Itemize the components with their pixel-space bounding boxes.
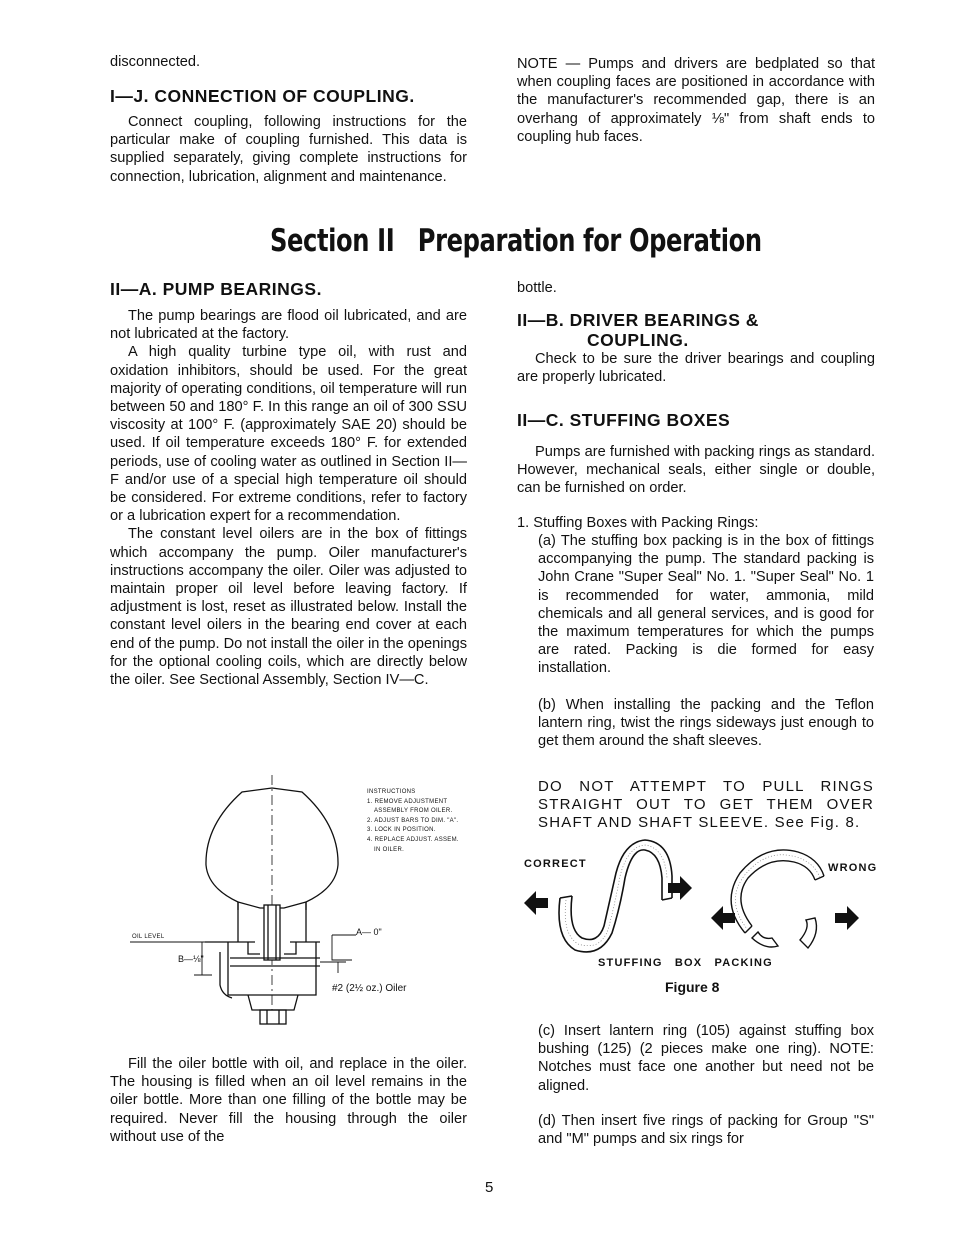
figure-8-title: Figure 8 — [665, 979, 720, 995]
instruction-line: 3. LOCK IN POSITION. — [367, 827, 436, 834]
oiler-instructions — [367, 788, 467, 855]
warning-text: DO NOT ATTEMPT TO PULL RINGS STRAIGHT OUT TO GET THEM OVER SHAFT AND SHAFT SLEEVE. See Fig. 8. — [538, 778, 874, 832]
bearings-paragraph-2: A high quality turbine type oil, with rust and oxidation inhibitors, should be used. For the great majority of operating conditions, oil temperature will run between 50 and 180° F. In this range an oil of 300 SSU viscosity at 100° F. (approximately SAE 20) should be used. If oil temperature exceeds 180° F. for extended periods, use of cooling water as outlined in Section II—F and/or use of a special high temperature oil should be considered. For extreme conditions, refer to factory or a lubrication expert for a recommendation. — [110, 344, 467, 525]
item-d-paragraph: (d) Then insert five rings of packing for Group "S" and "M" pumps and six rings for — [538, 1113, 874, 1148]
wrong-label: WRONG — [828, 862, 878, 874]
oiler-label: #2 (2½ oz.) Oiler — [332, 983, 407, 994]
item-a-paragraph: (a) The stuffing box packing is in the box of fittings accompanying the pump. The standard packing is John Crane "Super Seal" No. 1. "Super Seal" No. 1 is recommended for water, ammonia, mild chemicals and all general services, and is good for the maximum temperatures for which the pumps are rated. Packing is die formed for easy installation. — [538, 533, 874, 677]
carry-over-text: disconnected. — [110, 54, 201, 70]
instruction-line: 1. REMOVE ADJUSTMENT — [367, 798, 448, 805]
correct-label: CORRECT — [524, 858, 587, 870]
heading-driver-bearings-line1: II—B. DRIVER BEARINGS & — [517, 310, 759, 330]
instructions-title: INSTRUCTIONS — [367, 789, 416, 795]
list-item-1: 1. Stuffing Boxes with Packing Rings: — [517, 515, 759, 531]
dimension-b-label: B—⅛" — [178, 954, 204, 964]
item-b-paragraph: (b) When installing the packing and the Teflon lantern ring, twist the rings sideways just enough to get them around the shaft sleeves. — [538, 697, 874, 750]
stuffing-boxes-body: Pumps are furnished with packing rings as standard. However, mechanical seals, either single or double, can be furnished on order. — [517, 444, 875, 497]
dimension-a-label: A— 0" — [356, 927, 382, 937]
fill-oiler-paragraph: Fill the oiler bottle with oil, and replace in the oiler. The housing is filled when an oil level remains in the oiler bottle. More than one filling of the bottle may be required. Never fill the housing through the oiler without use of the — [110, 1056, 467, 1145]
heading-stuffing-boxes: II—C. STUFFING BOXES — [517, 410, 731, 430]
heading-driver-bearings — [517, 310, 877, 350]
page-number: 5 — [485, 1179, 494, 1196]
instruction-line: 4. REPLACE ADJUST. ASSEM. — [367, 836, 459, 843]
heading-connection-of-coupling: I—J. CONNECTION OF COUPLING. — [110, 86, 415, 106]
section-number: Section II — [270, 223, 395, 259]
carry-over-bottle: bottle. — [517, 280, 557, 296]
driver-bearings-body: Check to be sure the driver bearings and coupling are properly lubricated. — [517, 351, 875, 386]
bearings-paragraph-1: The pump bearings are flood oil lubricated, and are not lubricated at the factory. — [110, 308, 467, 343]
heading-pump-bearings: II—A. PUMP BEARINGS. — [110, 279, 322, 299]
pump-bearings-body — [110, 307, 467, 689]
heading-driver-bearings-line2: COUPLING. — [587, 330, 689, 350]
oiler-figure — [120, 770, 460, 1040]
bedplate-note: NOTE — Pumps and drivers are bedplated so that when coupling faces are positioned in accordance with the manufacturer's recommended gap, there is an overhang of approximately ⅛" from shaft ends to coupling hub faces. — [517, 56, 875, 145]
figure-8 — [520, 838, 885, 1003]
packing-ring-drawing — [520, 838, 885, 963]
instruction-line: IN OILER. — [374, 846, 405, 853]
bearings-paragraph-3: The constant level oilers are in the box of fittings which accompany the pump. Oiler manufacturer's instructions accompany the oiler. Oiler was adjusted to maintain proper oil level before leaving factory. If adjustment is lost, reset as illustrated below. Install the constant level oilers in the bearing end cover at each end of the pump. Do not install the oiler in the openings for the optional cooling coils, which are directly below the oiler. See Sectional Assembly, Section IV—C. — [110, 526, 467, 689]
stuffing-box-packing-caption: STUFFING BOX PACKING — [598, 957, 773, 969]
section-name: Preparation for Operation — [417, 223, 762, 259]
instruction-line: ASSEMBLY FROM OILER. — [374, 808, 453, 815]
section-title — [270, 223, 762, 259]
instruction-line: 2. ADJUST BARS TO DIM. "A". — [367, 817, 459, 824]
oil-level-label: OIL LEVEL — [132, 934, 165, 940]
item-c-paragraph: (c) Insert lantern ring (105) against stuffing box bushing (125) (2 pieces make one ring). NOTE: Notches must face one another but need not be aligned. — [538, 1023, 874, 1094]
coupling-paragraph: Connect coupling, following instructions for the particular make of coupling furnished. This data is supplied separately, giving complete instructions for connection, lubrication, alignment and maintenance. — [110, 114, 467, 185]
